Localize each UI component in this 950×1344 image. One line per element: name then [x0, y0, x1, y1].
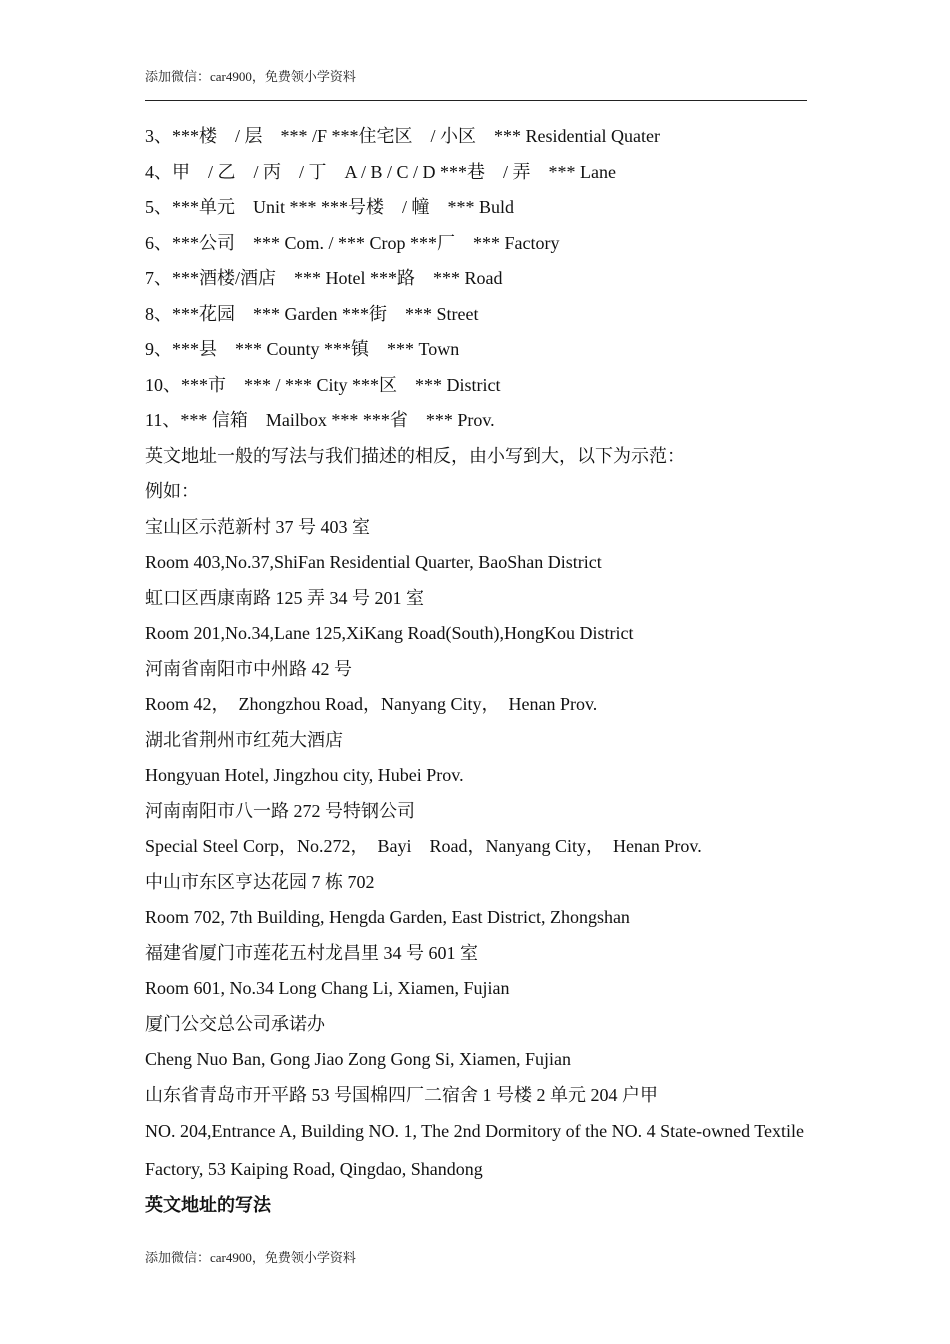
text-line: 河南南阳市八一路 272 号特钢公司: [145, 800, 415, 821]
text-line: 福建省厦门市莲花五村龙昌里 34 号 601 室: [145, 942, 478, 963]
text-line: 8、***花园 *** Garden ***街 *** Street: [145, 303, 479, 324]
text-line: 宝山区示范新村 37 号 403 室: [145, 516, 370, 537]
page-header: 添加微信：car4900，免费领小学资料: [145, 69, 356, 84]
text-line: 9、***县 *** County ***镇 *** Town: [145, 339, 460, 359]
text-line: 3、***楼 / 层 *** /F ***住宅区 / 小区 *** Residential Quater: [145, 126, 660, 146]
text-line: 10、***市 *** / *** City ***区 *** District: [145, 374, 501, 395]
text-line: 湖北省荆州市红苑大酒店: [145, 729, 343, 750]
text-line: Hongyuan Hotel, Jingzhou city, Hubei Prov.: [145, 765, 464, 785]
text-line: Special Steel Corp，No.272， Bayi Road，Nanyang City， Henan Prov.: [145, 836, 702, 856]
text-line: Room 702, 7th Building, Hengda Garden, East District, Zhongshan: [145, 907, 630, 927]
text-line: 7、***酒楼/酒店 *** Hotel ***路 *** Road: [145, 268, 503, 288]
text-line: 厦门公交总公司承诺办: [145, 1013, 325, 1034]
page-footer: 添加微信：car4900，免费领小学资料: [145, 1250, 356, 1265]
text-line: 4、甲 / 乙 / 丙 / 丁 A / B / C / D ***巷 / 弄 *** Lane: [145, 161, 616, 182]
text-line: Room 601, No.34 Long Chang Li, Xiamen, Fujian: [145, 978, 510, 998]
text-line: Room 201,No.34,Lane 125,XiKang Road(South),HongKou District: [145, 623, 634, 643]
text-line: 虹口区西康南路 125 弄 34 号 201 室: [145, 587, 424, 608]
text-line: 中山市东区亨达花园 7 栋 702: [145, 871, 375, 892]
text-line: Cheng Nuo Ban, Gong Jiao Zong Gong Si, Xiamen, Fujian: [145, 1049, 571, 1069]
text-line: 英文地址一般的写法与我们描述的相反，由小写到大，以下为示范：: [145, 445, 685, 466]
text-line: 例如：: [145, 481, 199, 501]
document-body: [145, 119, 810, 1223]
text-line: Room 42， Zhongzhou Road，Nanyang City， Henan Prov.: [145, 694, 598, 714]
text-line: 5、***单元 Unit *** ***号楼 / 幢 *** Buld: [145, 197, 515, 217]
text-line: Room 403,No.37,ShiFan Residential Quarter, BaoShan District: [145, 552, 602, 572]
text-line: 山东省青岛市开平路 53 号国棉四厂二宿舍 1 号楼 2 单元 204 户甲: [145, 1084, 658, 1105]
header-divider: [145, 100, 807, 101]
text-line: 11、*** 信箱 Mailbox *** ***省 *** Prov.: [145, 410, 495, 430]
long-address-paragraph: NO. 204,Entrance A, Building NO. 1, The 2nd Dormitory of the NO. 4 State-owned Textile Factory, 53 Kaiping Road, Qingdao, Shandong: [145, 1121, 804, 1179]
text-line: 6、***公司 *** Com. / *** Crop ***厂 *** Factory: [145, 232, 560, 253]
text-line: 河南省南阳市中州路 42 号: [145, 658, 352, 679]
section-heading: 英文地址的写法: [145, 1195, 271, 1216]
